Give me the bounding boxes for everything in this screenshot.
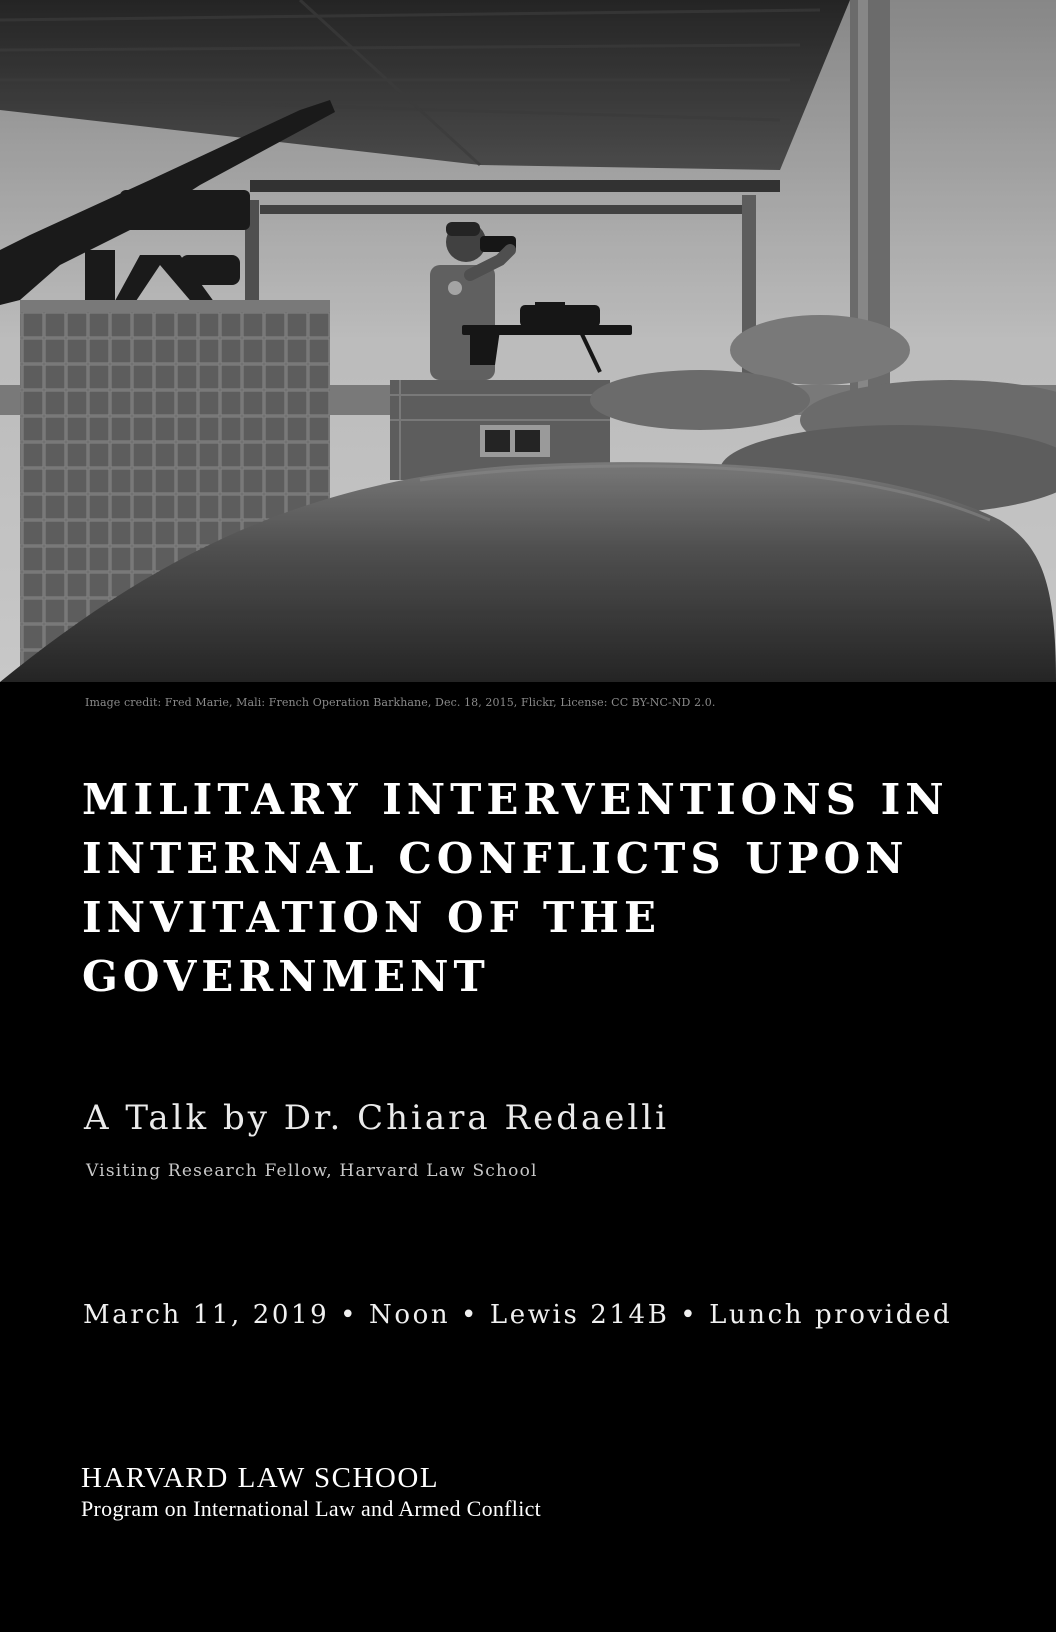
hero-photo xyxy=(0,0,1056,682)
event-details: March 11, 2019 • Noon • Lewis 214B • Lunch provided xyxy=(83,1300,953,1330)
title-line: MILITARY INTERVENTIONS IN xyxy=(82,775,949,824)
organization-name: HARVARD LAW SCHOOL xyxy=(81,1462,440,1494)
title-line: INVITATION OF THE xyxy=(82,893,661,942)
title-line: INTERNAL CONFLICTS UPON xyxy=(82,834,909,883)
title-line: GOVERNMENT xyxy=(82,952,490,1001)
image-credit: Image credit: Fred Marie, Mali: French Operation Barkhane, Dec. 18, 2015, Flickr, License: CC BY-NC-ND 2.0. xyxy=(85,696,716,709)
soldier-outpost-illustration xyxy=(0,0,1056,682)
speaker-line: A Talk by Dr. Chiara Redaelli xyxy=(84,1098,670,1138)
speaker-affiliation: Visiting Research Fellow, Harvard Law School xyxy=(86,1161,538,1181)
event-title xyxy=(82,770,982,1006)
program-name: Program on International Law and Armed Conflict xyxy=(81,1496,542,1521)
